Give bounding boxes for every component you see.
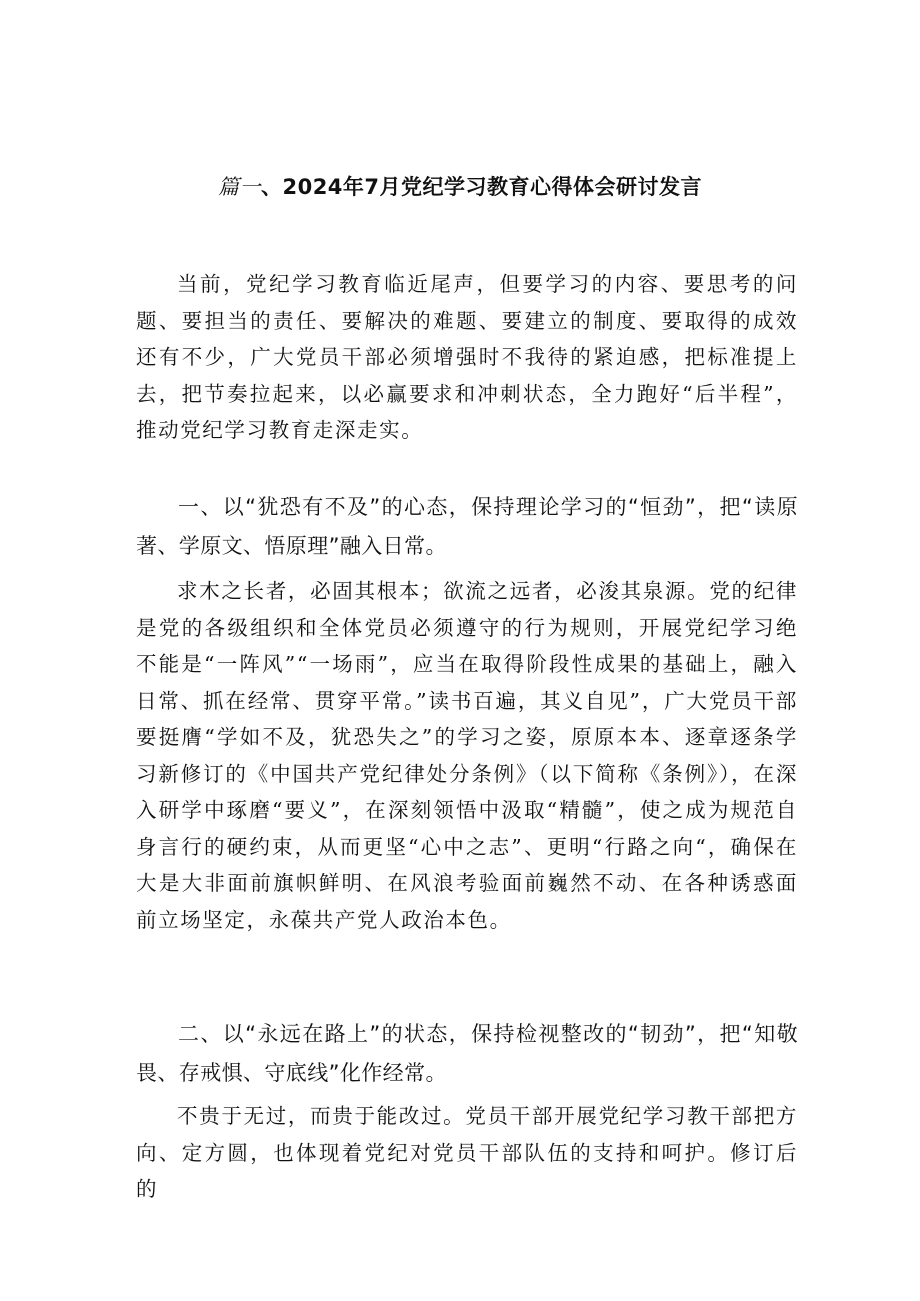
title-lead: 篇一 bbox=[217, 175, 261, 199]
section-1-heading: 一、以“犹恐有不及”的心态，保持理论学习的“恒劲”，把“读原著、学原文、悟原理”融入日常。 bbox=[136, 495, 798, 558]
section-2-heading: 二、以“永远在路上”的状态，保持检视整改的“韧劲”，把“知敬畏、存戒惧、守底线”化作经常。 bbox=[136, 1022, 798, 1085]
section-2-body: 不贵于无过，而贵于能改过。党员干部开展党纪学习教干部把方向、定方圆，也体现着党纪对党员干部队伍的支持和呵护。修订后的 bbox=[136, 1104, 798, 1201]
document-title bbox=[130, 172, 790, 202]
title-text: 、2024年7月党纪学习教育心得体会研讨发言 bbox=[260, 175, 703, 199]
section-1-body: 求木之长者，必固其根本；欲流之远者，必浚其泉源。党的纪律是党的各级组织和全体党员必须遵守的行为规则，开展党纪学习绝不能是“一阵风”“一场雨”，应当在取得阶段性成果的基础上，融入日常、抓在经常、贯穿平常。”读书百遍，其义自见”，广大党员干部要挺膺“学如不及，犹恐失之”的学习之姿，原原本本、逐章逐条学习新修订的《中国共产党纪律处分条例》（以下简称《条例》），在深入研学中琢磨“要义”，在深刻领悟中汲取“精髓”，使之成为规范自身言行的硬约束，从而更坚“心中之志”、更明“行路之向“，确保在大是大非面前旗帜鲜明、在风浪考验面前巍然不动、在各种诱惑面前立场坚定，永葆共产党人政治本色。 bbox=[136, 579, 798, 932]
intro-paragraph: 当前，党纪学习教育临近尾声，但要学习的内容、要思考的问题、要担当的责任、要解决的难题、要建立的制度、要取得的成效还有不少，广大党员干部必须增强时不我待的紧迫感，把标准提上去，把节奏拉起来，以必赢要求和冲刺状态，全力跑好“后半程”，推动党纪学习教育走深走实。 bbox=[136, 272, 798, 442]
